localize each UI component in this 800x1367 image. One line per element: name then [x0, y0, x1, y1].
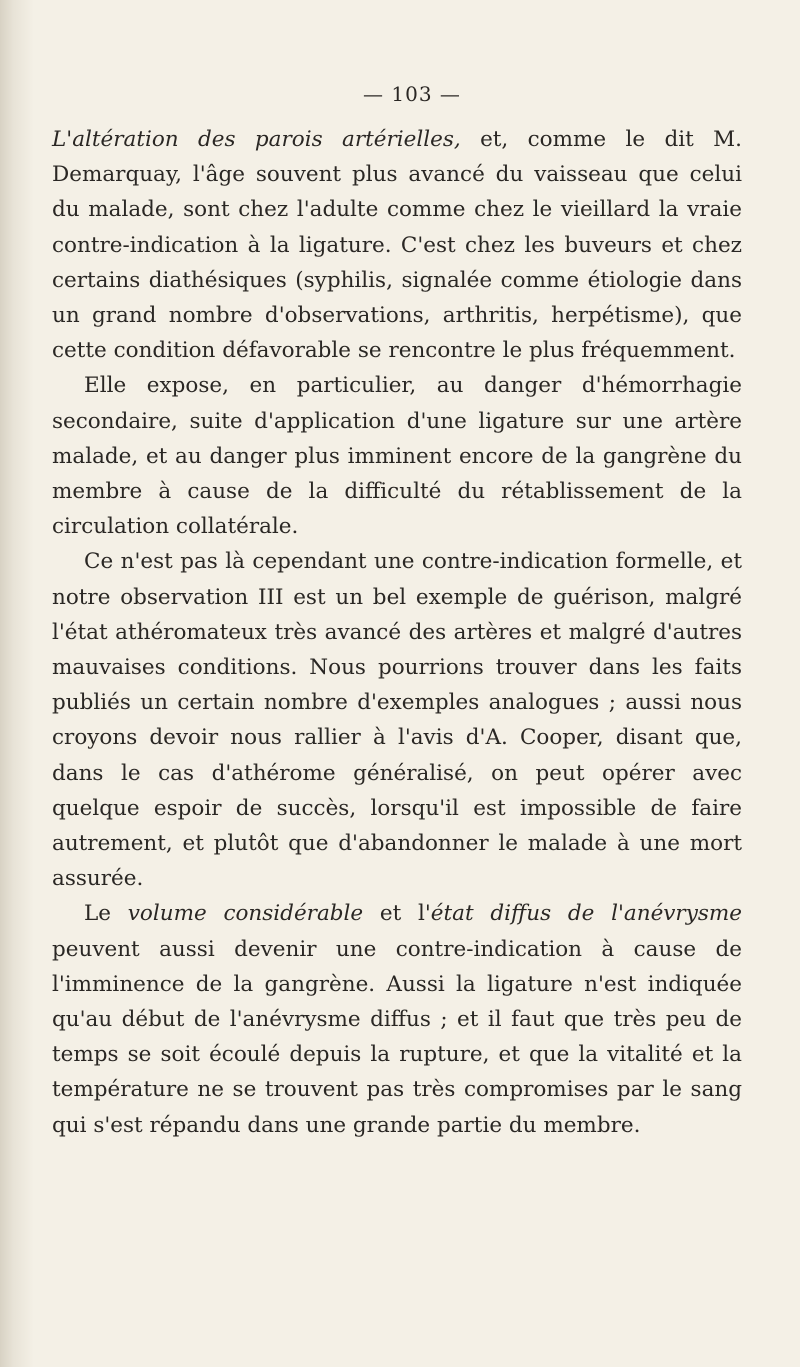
italic-term-diffuse-state: état diffus de l'anévrysme	[430, 901, 743, 927]
paragraph-hemorrhage-risk	[52, 368, 742, 544]
paragraph-text-mid: et l'	[363, 901, 431, 927]
book-page	[52, 0, 772, 1367]
paragraph-text-start: Le	[84, 901, 128, 927]
page-binding-edge	[0, 0, 34, 1367]
paragraph-observation-iii	[52, 544, 742, 896]
page-number: — 103 —	[363, 82, 461, 106]
body-text	[52, 122, 742, 1143]
paragraph-arterial-alteration	[52, 122, 742, 368]
paragraph-text: Elle expose, en particulier, au danger d'hémorrhagie secondaire, suite d'application d'une ligature sur une artère malade, et au danger plus imminent encore de la gangrène du membre à cause de la difficulté du rétablissement de la circulation collatérale.	[52, 373, 742, 540]
paragraph-volume-diffuse	[52, 896, 742, 1142]
italic-term-volume: volume considérable	[127, 901, 364, 927]
italic-term-arterial-alteration: L'altération des parois artérielles,	[52, 127, 461, 152]
paragraph-text-end: peuvent aussi devenir une contre-indication à cause de l'imminence de la gangrène. Aussi la ligature n'est indiquée qu'au début de l'anévrysme diffus ; et il faut que très peu de temps se soit écoulé depuis la rupture, et que la vitalité et la température ne se trouvent pas très compromises par le sang qui s'est répandu dans une grande partie du membre.	[52, 936, 742, 1138]
paragraph-text: et, comme le dit M. Demarquay, l'âge souvent plus avancé du vaisseau que celui du malade, sont chez l'adulte comme chez le vieillard la vraie contre-indication à la ligature. C'est chez les buveurs et chez certains diathésiques (syphilis, signalée comme étiologie dans un grand nombre d'observations, arthritis, herpétisme), que cette condition défavorable se rencontre le plus fréquemment.	[52, 127, 742, 364]
paragraph-text: Ce n'est pas là cependant une contre-indication formelle, et notre observation III est un bel exemple de guérison, malgré l'état athéromateux très avancé des artères et malgré d'autres mauvaises conditions. Nous pourrions trouver dans les faits publiés un certain nombre d'exemples analogues ; aussi nous croyons devoir nous rallier à l'avis d'A. Cooper, disant que, dans le cas d'athérome généralisé, on peut opérer avec quelque espoir de succès, lorsqu'il est impossible de faire autrement, et plutôt que d'abandonner le malade à une mort assurée.	[52, 549, 742, 892]
